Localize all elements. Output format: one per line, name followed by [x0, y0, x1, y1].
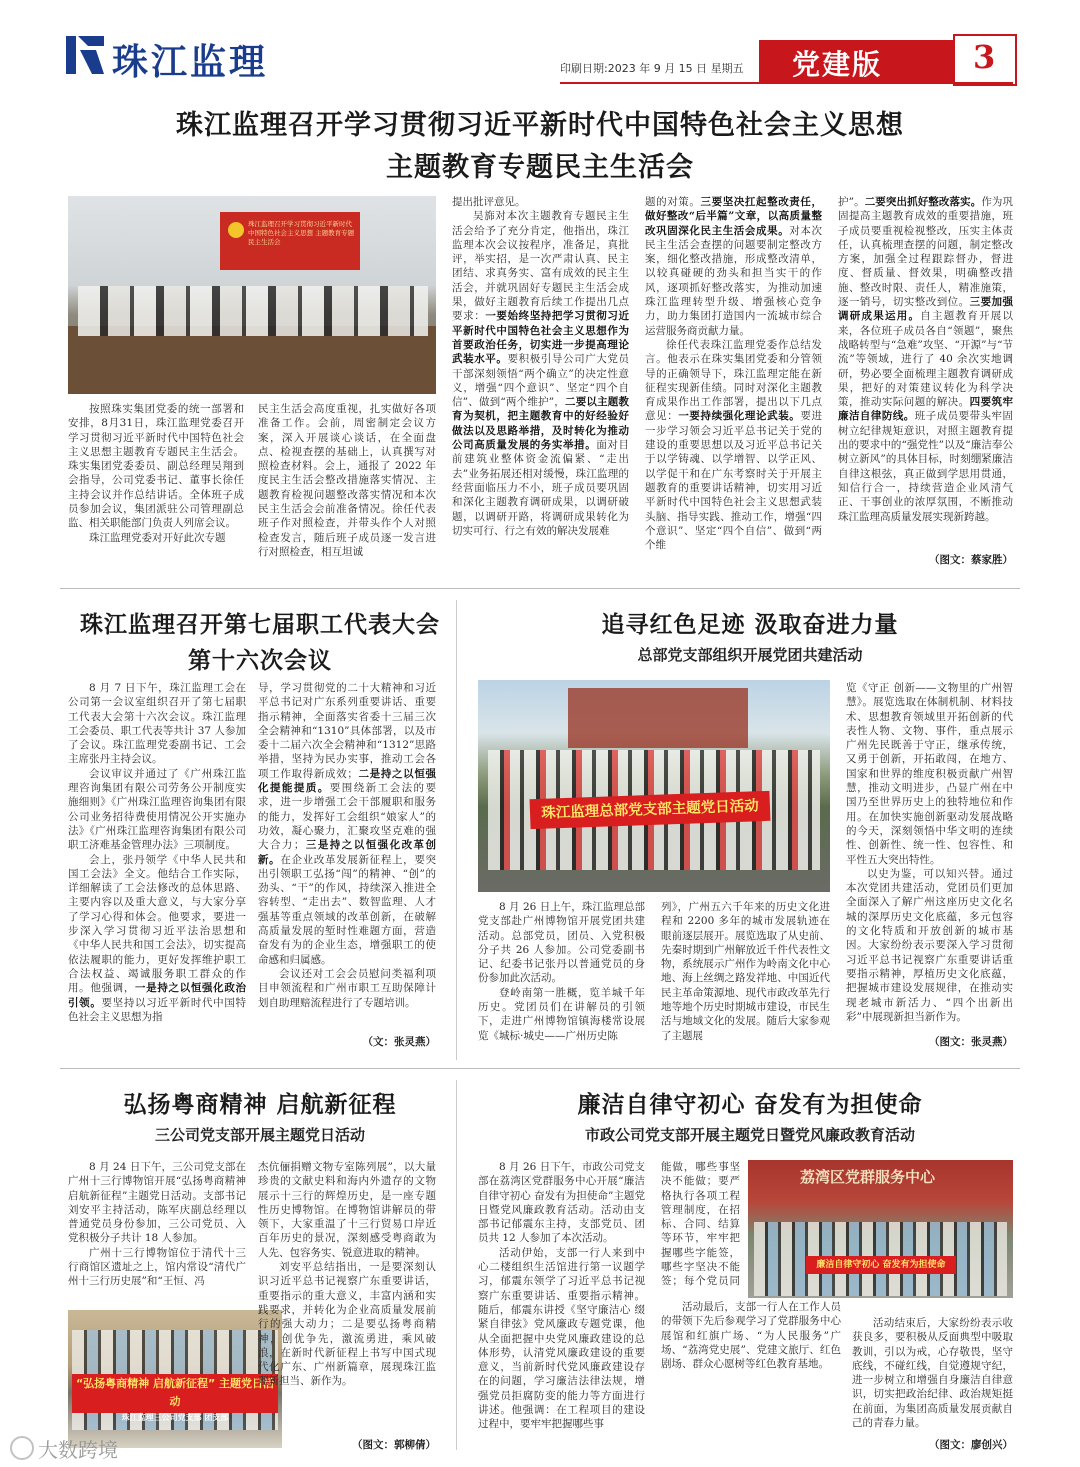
header-rule [560, 82, 1013, 84]
article5-col3 [852, 1316, 1013, 1436]
article2-col2-a: 导，学习贯彻党的二十大精神和习近平总书记对广东系列重要讲话、重要指示精神，全面落实省委十三届三次全会精神和“1310”具体部署，以及市委十二届六次全会精神和“1312”思路举措，坚持为民办实事，推动工会各项工作取得新成效； [258, 682, 436, 780]
article5-photo [748, 1160, 1013, 1298]
article5-banner: 廉洁自律守初心 奋发有为担使命 [806, 1256, 956, 1274]
article3-col2 [661, 900, 830, 1060]
article5-col1 [478, 1160, 645, 1450]
article2-col1 [68, 681, 246, 1059]
article5-col2 [661, 1160, 740, 1290]
divider-v2 [456, 1080, 457, 1450]
article5-col2-a: 能做，哪些事坚决不能做；要严格执行各项工程管理制度，在招标、合同、结算等环节，牢牢把握哪些字能签，哪些字坚决不能签；每个党员同 [661, 1161, 740, 1288]
article5-col1-b: 活动伊始，支部一行人来到中心二楼组织生活馆进行第一议题学习，郁震东领学了习近平总书记视察广东重要讲话、重要指示精神。随后，郁震东讲授《坚守廉洁心 缀紧自律弦》党风廉政专题党课，他从全面把握中央党风廉政建设的总体形势，认清党风廉政建设的重要意义，当前新时代党风廉政建设存在的问题，学习廉洁法律法规，增强党员拒腐防变的能力等方面进行讲述。他强调：在工程项目的建设过程中，要牢牢把握哪些事 [478, 1246, 645, 1431]
divider-2 [60, 1068, 1020, 1069]
attendees [78, 286, 428, 336]
article1-col4-a: 题的对策。 [645, 196, 701, 208]
article4-title: 弘扬粤商精神 启航新征程 [123, 1091, 397, 1118]
watermark-text: 大数跨境 [38, 1438, 118, 1462]
article5-col3-p: 活动结束后，大家纷纷表示收获良多，要积极从反面典型中吸取教训，引以为戒，心存敬畏，坚守底线，不碰红线，自觉遵规守纪，进一步树立和增强自身廉洁自律意识，切实把政治纪律、政治规矩挺在前面，为集团高质量发展贡献自己的青春力量。 [852, 1317, 1013, 1430]
logo-icon [66, 36, 104, 74]
article2-col2 [258, 681, 436, 1026]
divider-1 [60, 588, 1020, 589]
article3-title: 追寻红色足迹 汲取奋进力量 [601, 611, 899, 638]
article5-col1-a: 8 月 26 日下午，市政公司党支部在荔湾区党群服务中心开展“廉洁自律守初心 奋发有为担使命”主题党日暨党风廉政教育活动。活动由支部书记郁震东主持，支部党员、团员共 12 人参加了本次活动。 [478, 1161, 645, 1245]
article1-col3-bold2: 二要以主题教育为契机，把主题教育中的好经验好做法以及思路举措，及时转化为推动公司高质量发展的务实举措。 [452, 396, 629, 452]
article2-col2-bold1: 二是持之以恒强化提能提质。 [258, 767, 436, 795]
article1-col5-bold3: 四要筑牢廉洁自律防线。 [838, 396, 1013, 423]
article3-col1-a: 8 月 26 日上午，珠江监理总部党支部赴广州博物馆开展党团共建活动。总部党员，团员、入党积极分子共 26 人参加。公司党委副书记、纪委书记张丹以普通党员的身份参加此次活动。 [478, 901, 645, 985]
article5-sign: 荔湾区党群服务中心 [800, 1168, 936, 1186]
article1-col5-b: 作为巩固提高主题教育成效的重要措施，班子成员要重视检视整改，压实主体责任，认真梳理查摆的问题，制定整改方案，加强全过程跟踪督办，督进度、督质量、督效果，明确整改措施、整改时限、责任人，精准施策，逐一销号，切实整改到位。 [838, 196, 1013, 309]
article4-col1 [68, 1160, 246, 1306]
article5-credit: （图文：廖创兴） [929, 1439, 1013, 1451]
article4-credit: （图文：郭柳倩） [352, 1439, 436, 1451]
article1-col2 [258, 402, 436, 572]
article1-col4-d: 要进一步学习领会习近平总书记关于党的建设的重要思想以及习近平总书记关于以学铸魂、以学增智、以学正风、以学促干和在广东考察时关于开展主题教育的重要讲话精神，切实用习近平新时代中国特色社会主义思想武装头脑、指导实践、推动工作，增强“四个意识”、坚定“四个自信”、做到“两个维 [645, 410, 822, 552]
article2-col1-c: 会上，张丹领学《中华人民共和国工会法》全文。他结合工作实际，详细解读了工会法修改的总体思路、主要内容以及重大意义，与大家分享了学习心得和体会。他要求，要进一步深入学习贯彻习近平法治思想和《中华人民共和国工会法》，切实提高依法履职的能力，更好发挥维护职工合法权益、竭诚服务职工群众的作用。他强调， [68, 853, 246, 995]
article4-banner-line1: “弘扬粤商精神 启航新征程” 主题党日活动 [75, 1377, 275, 1408]
article3-col2-p: 列》，广州五六千年来的历史文化进程和 2200 多年的城市发展轨迹在眼前逐层展开。展览选取了从史前、先秦时期到广州解放近千件代表性文物，系统展示广州作为岭南文化中心地、海上丝绸之路发祥地、中国近代民主革命策源地、现代市政改革先行地等地个历史时期城市建设，市民生活与地域文化的发展。随后大家参观了主题展 [661, 901, 830, 1042]
article1-col5-bold2: 三要加强调研成果运用。 [838, 296, 1013, 323]
article3-credit: （图文：张灵燕） [929, 1036, 1013, 1048]
article3-col3 [846, 681, 1013, 1033]
page-number: 3 [973, 38, 996, 76]
article2-col1-a: 8 月 7 日下午，珠江监理工会在公司第一会议室组织召开了第七届职工代表大会第十六次会议。珠江监理工会委员、职工代表等共计 37 人参加了会议。珠江监理党委副书记、工会主席张丹主持会议。 [68, 682, 246, 766]
article1-col2-p1: 民主生活会高度重视，扎实做好各项准备工作。会前，周密制定会议方案，深入开展谈心谈话，在全面盘点、检视查摆的基础上，认真撰写对照检查材料。会上，通报了 2022 年度民主生活会整改措施落实情况、主题教育检视问题整改落实情况和本次民主生活会会前准备情况。徐任代表班子作对照检查，并带头作个人对照检查发言，随后班子成员逐一发言进行对照检查，相互坦诚 [258, 403, 436, 558]
article3-col1 [478, 900, 645, 1060]
article4-col2-a: 杰伉俪捐赠文物专室陈列展”，以大量珍贵的文献史料和海内外遗存的文物展示十三行的辉煌历史，是一座专题性历史博物馆。在博物馆讲解员的带领下，大家重温了十三行贸易口岸近百年历史的景况，深刻感受粤商敢为人先、包容务实、锐意进取的精神。 [258, 1161, 436, 1259]
article1-col4 [645, 195, 822, 573]
article2-col2-bold2: 三是持之以恒强化改革创新。 [258, 839, 436, 866]
article2-col1-b: 会议审议并通过了《广州珠江监理咨询集团有限公司劳务公开制度实施细则》《广州珠江监理咨询集团有限公司业务招待费使用情况公开实施办法》《广州珠江监理咨询集团有限公司职工济难基金管理办法》三项制度。 [68, 767, 246, 852]
party-emblem-icon [228, 222, 244, 238]
article5-col2-b: 活动最后，支部一行人在工作人员的带领下先后参观学习了党群服务中心展馆和红旗广场、“为人民服务”广场、“荔湾党史展”、党建文旅厅、红色剧场、群众心愿树等红色教育基地。 [661, 1301, 841, 1371]
article2-col2-d: 会议还对工会会员慰问类福利项目申领流程和广州市职工互助保障计划自助理赔流程进行了专题培训。 [258, 967, 436, 1009]
article1-col1 [68, 402, 244, 572]
article3-subtitle: 总部党支部组织开展党团共建活动 [637, 646, 863, 664]
article4-banner-line2: 珠江监理三公司党支部 团支部 [121, 1413, 229, 1422]
article1-col1-p1: 按照珠实集团党委的统一部署和安排，8月31日，珠江监理党委召开学习贯彻习近平新时代中国特色社会主义思想主题教育专题民主生活会。珠实集团党委委员、副总经理吴翔到会指导，公司党委书记、董事长徐任主持会议并作总结讲话。全体班子成员参加会议，集团派驻公司管理副总监、相关职能部门负责人列席会议。 [68, 403, 244, 530]
article1-photo [68, 196, 436, 394]
article1-col3-bold1: 一要始终坚持把学习贯彻习近平新时代中国特色社会主义思想作为首要政治任务，切实进一步提高理论武装水平。 [452, 310, 629, 366]
article1-col3-a: 提出批评意见。 [452, 196, 526, 208]
article2-col1-d: 要坚持以习近平新时代中国特色社会主义思想为指 [68, 996, 246, 1023]
article5-subtitle: 市政公司党支部开展主题党日暨党风廉政教育活动 [584, 1126, 915, 1144]
article1-col5-bold1: 二要突出抓好整改落实。 [864, 196, 982, 208]
article1-col3-c: 要积极引导公司广大党员干部深刻领悟“两个确立”的决定性意义，增强“四个意识”、坚定“四个自信”、做到“两个维护”， [452, 353, 629, 409]
masthead [0, 0, 1080, 95]
article4-banner [72, 1374, 278, 1422]
article1-col3-d: 面对目前建筑业整体资金流偏紧、“走出去”业务拓展还相对缓慢，珠江监理的经营面临压力不小，班子成员要巩固和深化主题教育调研成果，以调研破题，以调研开路，将调研成果转化为切实可行、行之有效的解决发展难 [452, 439, 629, 537]
divider-v [456, 600, 457, 1060]
article2-col2-c: 在企业改革发展新征程上，要突出引领职工弘扬“闯”的精神、“创”的劲头、“干”的作风，持续深入推进全容转型、“走出去”、数智监理、人才强基等重点领域的改革创新，在破解高质量发展的堑时性难题方面，营造奋发有为的企业生态，增强职工的使命感和归属感。 [258, 853, 436, 966]
logo-text: 珠江监理 [112, 42, 269, 83]
article2-col2-b: 要围绕新工会法的要求，进一步增强工会干部履职和服务的能力，发挥好工会组织“娘家人”的功效，凝心聚力，汇聚攻坚克难的强大合力； [258, 782, 436, 852]
meeting-screen [220, 212, 360, 270]
article3-col3-b: 以史为鉴，可以知兴替。通过本次党团共建活动，党团员们更加全面深入了解广州这座历史文化名城的深厚历史文化底蕴，多元包容的文化特质和开放创新的城市基因。大家纷纷表示要深入学习贯彻习近平总书记视察广东重要讲话重要指示精神，厚植历史文化底蕴，把握城市建设发展规律，在推动实现老城市新活力、“四个出新出彩”中展现新担当新作为。 [846, 867, 1013, 1023]
article1-col4-bold2: 一要持续强化理论武装。 [678, 410, 801, 423]
article1-credit: （图文：蔡家胜） [929, 554, 1013, 566]
red-pavilion [568, 688, 748, 748]
article1-col5-d: 班子成员要带头牢固树立纪律规矩意识，对照主题教育提出的要求中的“强党性”以及“廉洁奉公树立新风”的具体目标，时刻绷紧廉洁自律这根弦，真正做到学思用贯通，知信行合一，持续营造企业风清气正、干事创业的浓厚氛围，不断推动珠江监理高质量发展实现新跨越。 [838, 410, 1013, 523]
article4-col1-b: 广州十三行博物馆位于清代十三行商馆区遗址之上，馆内常设“清代广州十三行历史展”和“王恒、冯 [68, 1246, 246, 1288]
article2-title-line1: 珠江监理召开第七届职工代表大会 [80, 611, 440, 638]
article2-title-line2: 第十六次会议 [188, 647, 332, 674]
watermark-icon [10, 1436, 34, 1460]
article3-banner: 珠江监理总部党支部主题党日活动 [530, 791, 771, 829]
article1-col5-a: 护”。 [838, 196, 865, 208]
article1-col5 [838, 195, 1013, 547]
article2-credit: （文：张灵燕） [362, 1036, 436, 1048]
meeting-screen-text: 珠江监理召开学习贯彻习近平新时代中国特色社会主义思想 主题教育专题民主生活会 [248, 220, 355, 246]
article4-col1-a: 8 月 24 日下午，三公司党支部在广州十三行博物馆开展“弘扬粤商精神 启航新征程”主题党日活动。支部书记刘安平主持活动，陈军庆副总经理以普通党员身份参加，三公司党员、入党积极分子共计 18 人参加。 [68, 1161, 246, 1245]
article3-col1-b: 登岭南第一胜概，览羊城千年历史。党团员们在讲解员的引领下，走进广州博物馆镇海楼常设展览《城标·城史——广州历史陈 [478, 986, 645, 1042]
article1-col3-b: 吴旆对本次主题教育专题民主生活会给予了充分肯定，他指出，珠江监理本次会议按程序，准备足，真批评，举实招，是一次严肃认真、民主团结、求真务实、富有成效的民主生活会，并就巩固好专题民主生活会成果，做好主题教育后续工作提出几点要求： [452, 210, 629, 323]
article5-title: 廉洁自律守初心 奋发有为担使命 [577, 1091, 923, 1118]
meeting-table [68, 326, 436, 394]
section-name: 党建版 [792, 48, 883, 81]
article5-col2b [661, 1300, 841, 1445]
article1-col4-b: 对本次民主生活会查摆的问题要制定整改方案，细化整改措施，形成整改清单，以较真碰硬的劲头和担当实干的作风，逐项抓好整改落实，为推动加速珠江监理转型升级、增强核心竞争力，助力集团打造国内一流城市综合运营服务商贡献力量。 [645, 224, 822, 337]
article4-col2-b: 刘安平总结指出，一是要深刻认识习近平总书记视察广东重要讲话，重要指示的重大意义，丰富内涵和实践要求，并转化为企业高质量发展前行的强大动力；二是要弘扬粤商精神，创优争先，激流勇进，乘风破浪，在新时代新征程上书写中国式现代化广东、广州新篇章，展现珠江监理新担当、新作为。 [258, 1261, 436, 1388]
article2-col1-bold: 一是持之以恒强化政治引领。 [68, 982, 246, 1009]
article3-photo [478, 680, 830, 892]
article1-col4-bold1: 三要坚决扛起整改责任，做好整改“后半篇”文章，以高质量整改巩固深化民主生活会成果。 [645, 196, 822, 237]
article1-col3 [452, 195, 629, 573]
article1-title-line1: 珠江监理召开学习贯彻习近平新时代中国特色社会主义思想 [176, 110, 904, 141]
article1-col4-c: 徐任代表珠江监理党委作总结发言。他表示在珠实集团党委和分管领导的正确领导下，珠江监理定能在新征程实现新佳绩。同时对深化主题教育成果作出工作部署，提出以下几点意见： [645, 338, 822, 423]
article1-col1-p2: 珠江监理党委对开好此次专题 [89, 531, 226, 544]
print-date: 印刷日期:2023 年 9 月 15 日 星期五 [560, 62, 744, 75]
article1-title-line2: 主题教育专题民主生活会 [386, 152, 694, 183]
article4-col2 [258, 1160, 436, 1445]
article3-col3-a: 览《守正 创新——文物里的广州智慧》。展览选取在体制机制、材料技术、思想教育领域里开拓创新的代表性人物、文物、事件，重点展示广州先民既善于守正，继承传统，又勇于创新，开拓敢闯，在地方、国家和世界的维度积极贡献广州智慧，推动文明进步，凸显广州在中国乃至世界历史上的独特地位和作用。在加快实施创新驱动发展战略的今天，深刻领悟中华文明的连续性、创新性、统一性、包容性、和平性五大突出特性。 [846, 682, 1013, 866]
article4-subtitle: 三公司党支部开展主题党日活动 [154, 1126, 365, 1144]
article1-col5-c: 自主题教育开展以来，各位班子成员各自“领题”，聚焦战略转型与“急难”攻坚、“开源”与“节流”等领域，进行了 40 余次实地调研，势必要全面梳理主题教育调研成果，把好的对策建议转化为科学决策，推动实际问题的解决。 [838, 310, 1013, 409]
